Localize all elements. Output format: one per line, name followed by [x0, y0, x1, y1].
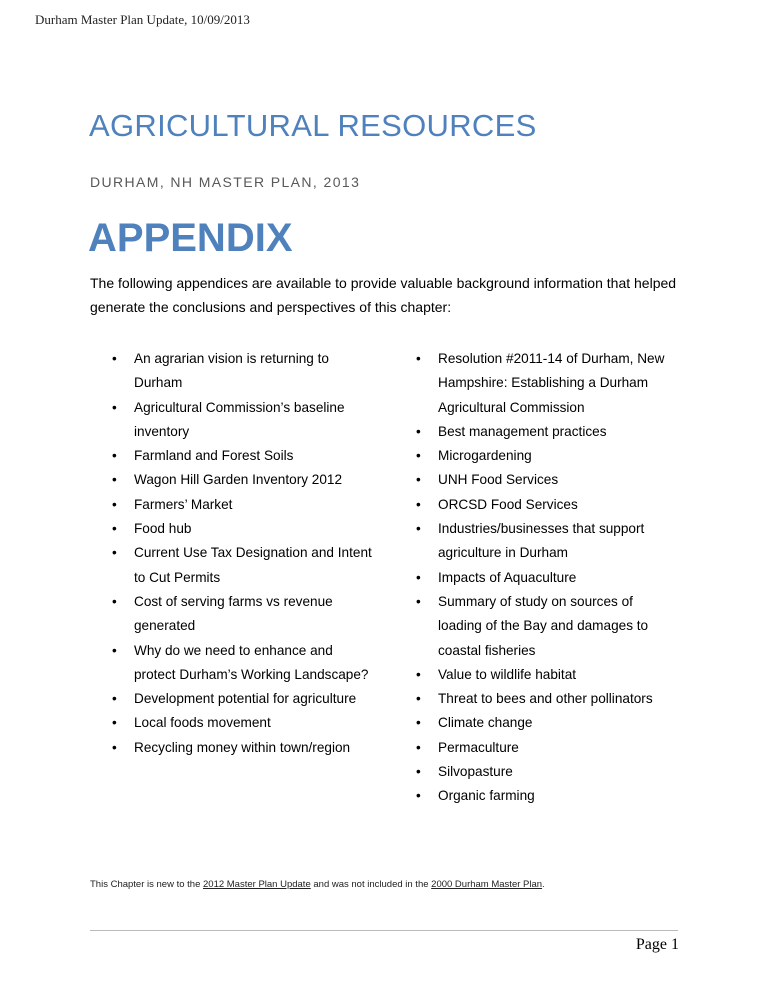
- bullet-icon: •: [112, 593, 117, 609]
- list-item-text: Farmland and Forest Soils: [134, 448, 294, 464]
- footnote-text: .: [542, 879, 545, 890]
- list-item-text: Recycling money within town/region: [134, 739, 351, 755]
- bullet-icon: •: [416, 739, 421, 755]
- list-item-text: Farmers’ Market: [134, 496, 233, 512]
- bullet-icon: •: [416, 715, 421, 731]
- list-item: [416, 468, 680, 492]
- bullet-icon: •: [112, 545, 117, 561]
- bullet-icon: •: [416, 521, 421, 537]
- list-item: [416, 760, 680, 784]
- list-item-text: Climate change: [438, 715, 533, 731]
- bullet-icon: •: [416, 569, 421, 585]
- list-item-text: Impacts of Aquaculture: [438, 569, 577, 585]
- list-item-text: Organic farming: [438, 788, 535, 804]
- footnote-text: and was not included in the: [310, 879, 432, 890]
- bullet-icon: •: [416, 666, 421, 682]
- bullet-icon: •: [416, 448, 421, 464]
- list-item: [416, 493, 680, 517]
- section-heading: APPENDIX: [88, 216, 293, 260]
- footer-divider: [90, 930, 678, 931]
- list-item-text: Best management practices: [438, 423, 607, 439]
- bullet-icon: •: [112, 521, 117, 537]
- bullet-icon: •: [416, 764, 421, 780]
- list-item: [416, 517, 680, 566]
- list-item-text: Threat to bees and other pollinators: [438, 691, 653, 707]
- intro-paragraph: The following appendices are available to provide valuable background information that helped generate the conclusions and perspectives of this chapter:: [90, 275, 677, 316]
- bullet-icon: •: [112, 351, 117, 366]
- list-item-text: UNH Food Services: [438, 472, 559, 488]
- list-item-text: Food hub: [134, 521, 192, 537]
- footnote-text: This Chapter is new to the: [90, 879, 203, 890]
- list-item-text: Local foods movement: [134, 715, 271, 731]
- list-item-text: Microgardening: [438, 448, 532, 464]
- list-item: [112, 590, 374, 639]
- list-item: [112, 711, 374, 735]
- bullet-icon: •: [416, 472, 421, 488]
- list-item-text: Cost of serving farms vs revenue generated: [134, 593, 333, 634]
- bullet-icon: •: [416, 423, 421, 439]
- list-item-text: Summary of study on sources of loading of the Bay and damages to coastal fisheries: [438, 593, 649, 658]
- list-item: [112, 468, 374, 492]
- list-item: [112, 493, 374, 517]
- bullet-icon: •: [416, 691, 421, 707]
- list-item: [416, 444, 680, 468]
- bullet-icon: •: [112, 472, 117, 488]
- appendix-list-right: [416, 347, 680, 809]
- bullet-icon: •: [112, 691, 117, 707]
- list-item-text: Current Use Tax Designation and Intent to Cut Permits: [134, 545, 372, 585]
- list-item-text: Wagon Hill Garden Inventory 2012: [134, 472, 343, 488]
- list-item: [416, 420, 680, 444]
- bullet-icon: •: [112, 448, 117, 464]
- list-item: [416, 347, 680, 420]
- list-item-text: An agrarian vision is returning to Durham: [134, 351, 329, 391]
- document-subtitle: DURHAM, NH MASTER PLAN, 2013: [90, 174, 361, 190]
- list-item: [416, 711, 680, 735]
- list-item-text: Permaculture: [438, 739, 519, 755]
- list-item-text: Value to wildlife habitat: [438, 666, 577, 682]
- list-item: [112, 736, 374, 760]
- list-item-text: Development potential for agriculture: [134, 691, 357, 707]
- list-item: [112, 517, 374, 541]
- footnote-ref-2000: 2000 Durham Master Plan: [431, 879, 543, 890]
- list-item: [416, 736, 680, 760]
- list-item: [416, 687, 680, 711]
- document-title: AGRICULTURAL RESOURCES: [89, 108, 537, 143]
- list-item: [416, 663, 680, 687]
- bullet-icon: •: [112, 496, 117, 512]
- appendix-list-left: [112, 347, 374, 760]
- bullet-icon: •: [416, 496, 421, 512]
- bullet-icon: •: [416, 593, 421, 609]
- list-item: [112, 396, 374, 445]
- list-item: [112, 541, 374, 590]
- list-item-text: ORCSD Food Services: [438, 496, 578, 512]
- running-header: Durham Master Plan Update, 10/09/2013: [35, 12, 250, 27]
- list-item-text: Industries/businesses that support agriculture in Durham: [438, 521, 645, 561]
- list-item-text: Resolution #2011-14 of Durham, New Hampshire: Establishing a Durham Agricultural Commission: [438, 351, 665, 415]
- list-item: [112, 639, 374, 688]
- bullet-icon: •: [416, 351, 421, 366]
- bullet-icon: •: [416, 788, 421, 804]
- footnote: [90, 879, 545, 890]
- list-item: [112, 687, 374, 711]
- footnote-ref-2012: 2012 Master Plan Update: [203, 879, 311, 890]
- list-item: [112, 347, 374, 396]
- list-item: [416, 590, 680, 663]
- bullet-icon: •: [112, 715, 117, 731]
- list-item-text: Agricultural Commission’s baseline inventory: [134, 399, 345, 439]
- list-item-text: Why do we need to enhance and protect Durham’s Working Landscape?: [134, 642, 369, 682]
- bullet-icon: •: [112, 642, 117, 658]
- page-number: Page 1: [635, 936, 679, 953]
- list-item: [112, 444, 374, 468]
- list-item: [416, 784, 680, 808]
- list-item: [416, 566, 680, 590]
- bullet-icon: •: [112, 399, 117, 415]
- list-item-text: Silvopasture: [438, 764, 513, 780]
- bullet-icon: •: [112, 739, 117, 755]
